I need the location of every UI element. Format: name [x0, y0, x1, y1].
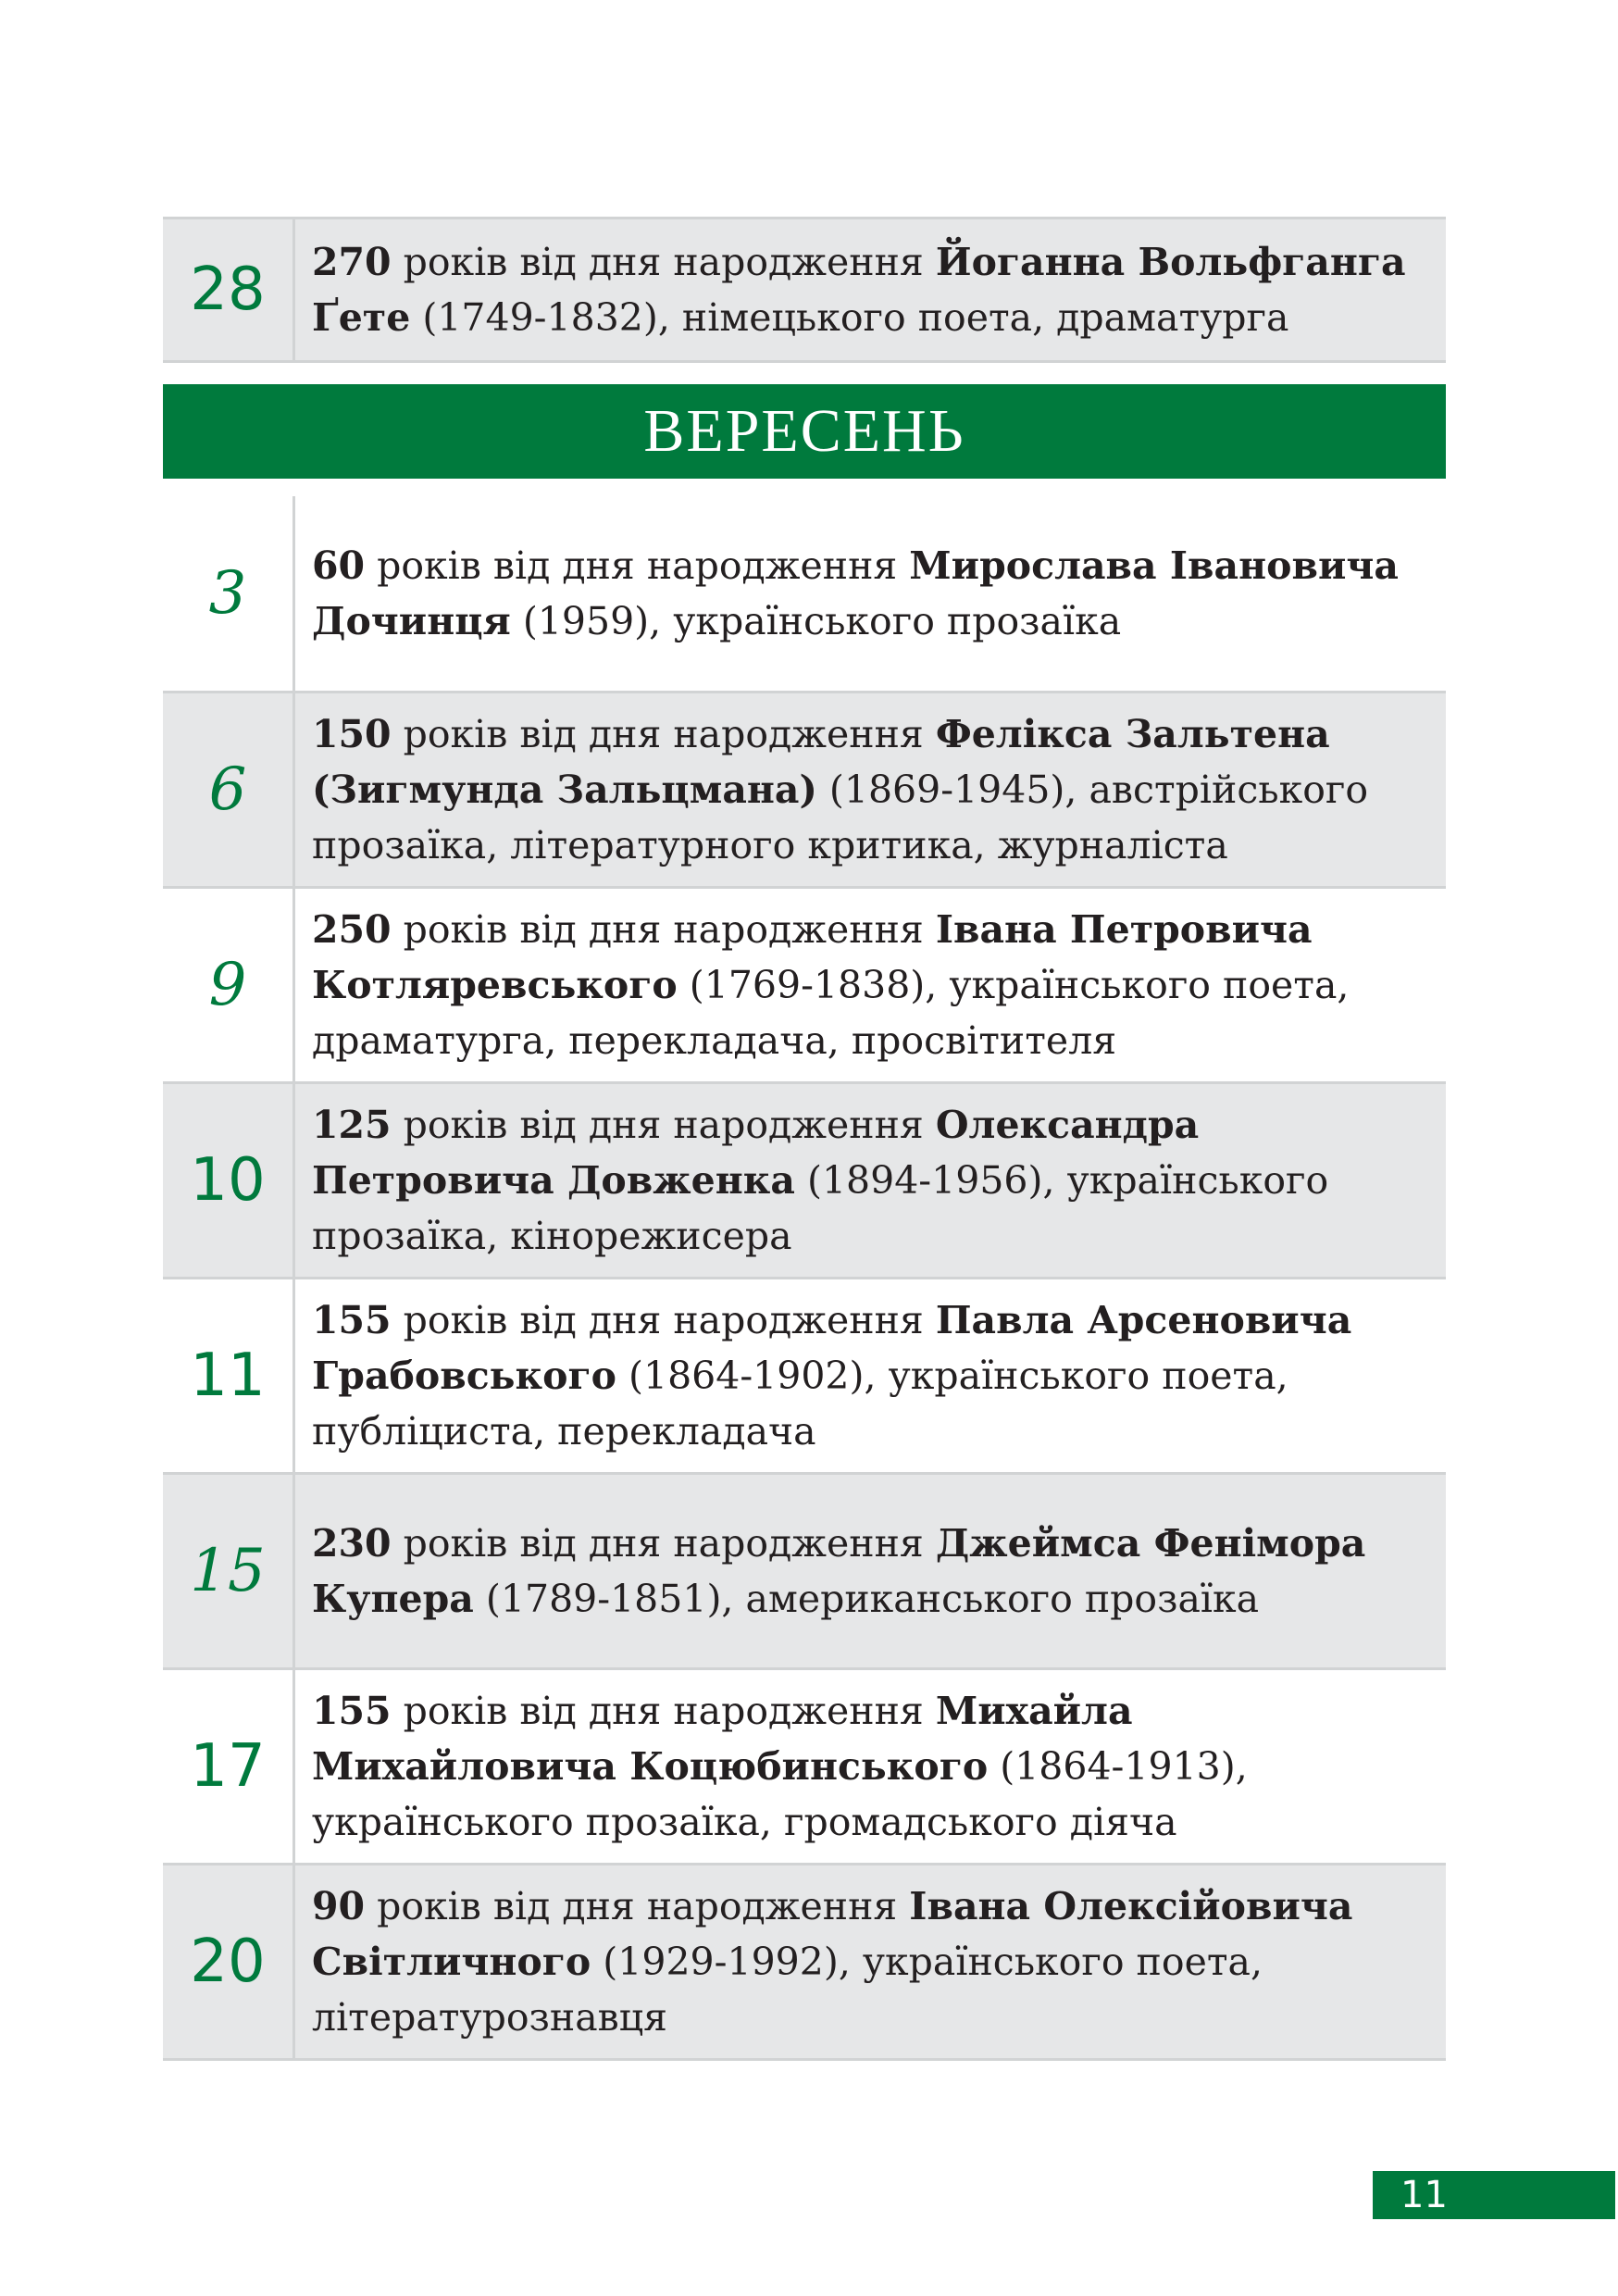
event-details: (1894-1956), українського прозаїка, кінорежисера: [312, 1158, 1329, 1258]
september-table: [163, 496, 1446, 2061]
years-count: 230: [312, 1521, 392, 1566]
day-number: 6: [163, 693, 295, 886]
years-count: 150: [312, 712, 392, 756]
event-lead: років від дня народження: [391, 240, 936, 284]
table-row: [163, 1084, 1446, 1279]
event-details: (1864-1913), українського прозаїка, громадського діяча: [312, 1744, 1248, 1844]
table-row: [163, 1475, 1446, 1670]
years-count: 155: [312, 1689, 392, 1733]
day-number: 9: [163, 889, 295, 1081]
august-table: [163, 217, 1446, 363]
day-number: 20: [163, 1866, 295, 2058]
person-name: Олександра Петровича Довженка: [312, 1103, 1200, 1203]
event-details: (1959), українського прозаїка: [510, 599, 1122, 643]
years-count: 125: [312, 1103, 392, 1147]
table-row: [163, 693, 1446, 889]
event-details: (1789-1851), американського прозаїка: [473, 1577, 1260, 1621]
table-row: [163, 496, 1446, 693]
years-count: 250: [312, 907, 392, 952]
person-name: Павла Арсеновича Грабовського: [312, 1298, 1352, 1398]
day-number: 10: [163, 1084, 295, 1277]
person-name: Мирослава Івановича Дочинця: [312, 543, 1399, 643]
person-name: Михайла Михайловича Коцюбинського: [312, 1689, 1133, 1789]
years-count: 60: [312, 543, 366, 588]
event-text: [295, 1475, 1446, 1667]
month-header: ВЕРЕСЕНЬ: [163, 384, 1446, 479]
event-lead: років від дня народження: [391, 907, 936, 952]
table-row: [163, 219, 1446, 363]
person-name: Фелікса Зальтена (Зигмунда Зальцмана): [312, 712, 1330, 812]
event-lead: років від дня народження: [391, 1103, 936, 1147]
day-number: 11: [163, 1279, 295, 1472]
event-text: [295, 693, 1446, 886]
event-lead: років від дня народження: [391, 1689, 936, 1733]
page-number: 11: [1373, 2171, 1615, 2219]
years-count: 155: [312, 1298, 392, 1342]
person-name: Йоганна Вольфганга Ґете: [312, 240, 1406, 340]
years-count: 270: [312, 240, 392, 284]
table-row: [163, 889, 1446, 1084]
day-number: 28: [163, 219, 295, 360]
day-number: 3: [163, 496, 295, 691]
event-details: (1864-1902), українського поета, публіциста, перекладача: [312, 1354, 1288, 1454]
event-text: [295, 1279, 1446, 1472]
person-name: Івана Петровича Котляревського: [312, 907, 1313, 1007]
event-lead: років від дня народження: [391, 1298, 936, 1342]
event-text: [295, 1866, 1446, 2058]
day-number: 15: [163, 1475, 295, 1667]
event-text: [295, 219, 1446, 360]
event-lead: років від дня народження: [365, 1884, 910, 1928]
event-text: [295, 1670, 1446, 1863]
event-text: [295, 496, 1446, 691]
event-text: [295, 1084, 1446, 1277]
day-number: 17: [163, 1670, 295, 1863]
event-lead: років від дня народження: [391, 712, 936, 756]
person-name: Джеймса Фенімора Купера: [312, 1521, 1366, 1621]
table-row: [163, 1279, 1446, 1475]
table-row: [163, 1670, 1446, 1866]
event-details: (1769-1838), українського поета, драматурга, перекладача, просвітителя: [312, 963, 1350, 1063]
table-row: [163, 1866, 1446, 2061]
event-text: [295, 889, 1446, 1081]
event-lead: років від дня народження: [365, 543, 910, 588]
event-lead: років від дня народження: [391, 1521, 936, 1566]
event-details: (1929-1992), українського поета, літературознавця: [312, 1940, 1263, 2040]
years-count: 90: [312, 1884, 366, 1928]
event-details: (1749-1832), німецького поета, драматурга: [410, 295, 1289, 340]
person-name: Івана Олексійовича Світличного: [312, 1884, 1353, 1984]
event-details: (1869-1945), австрійського прозаїка, літературного критика, журналіста: [312, 767, 1369, 867]
